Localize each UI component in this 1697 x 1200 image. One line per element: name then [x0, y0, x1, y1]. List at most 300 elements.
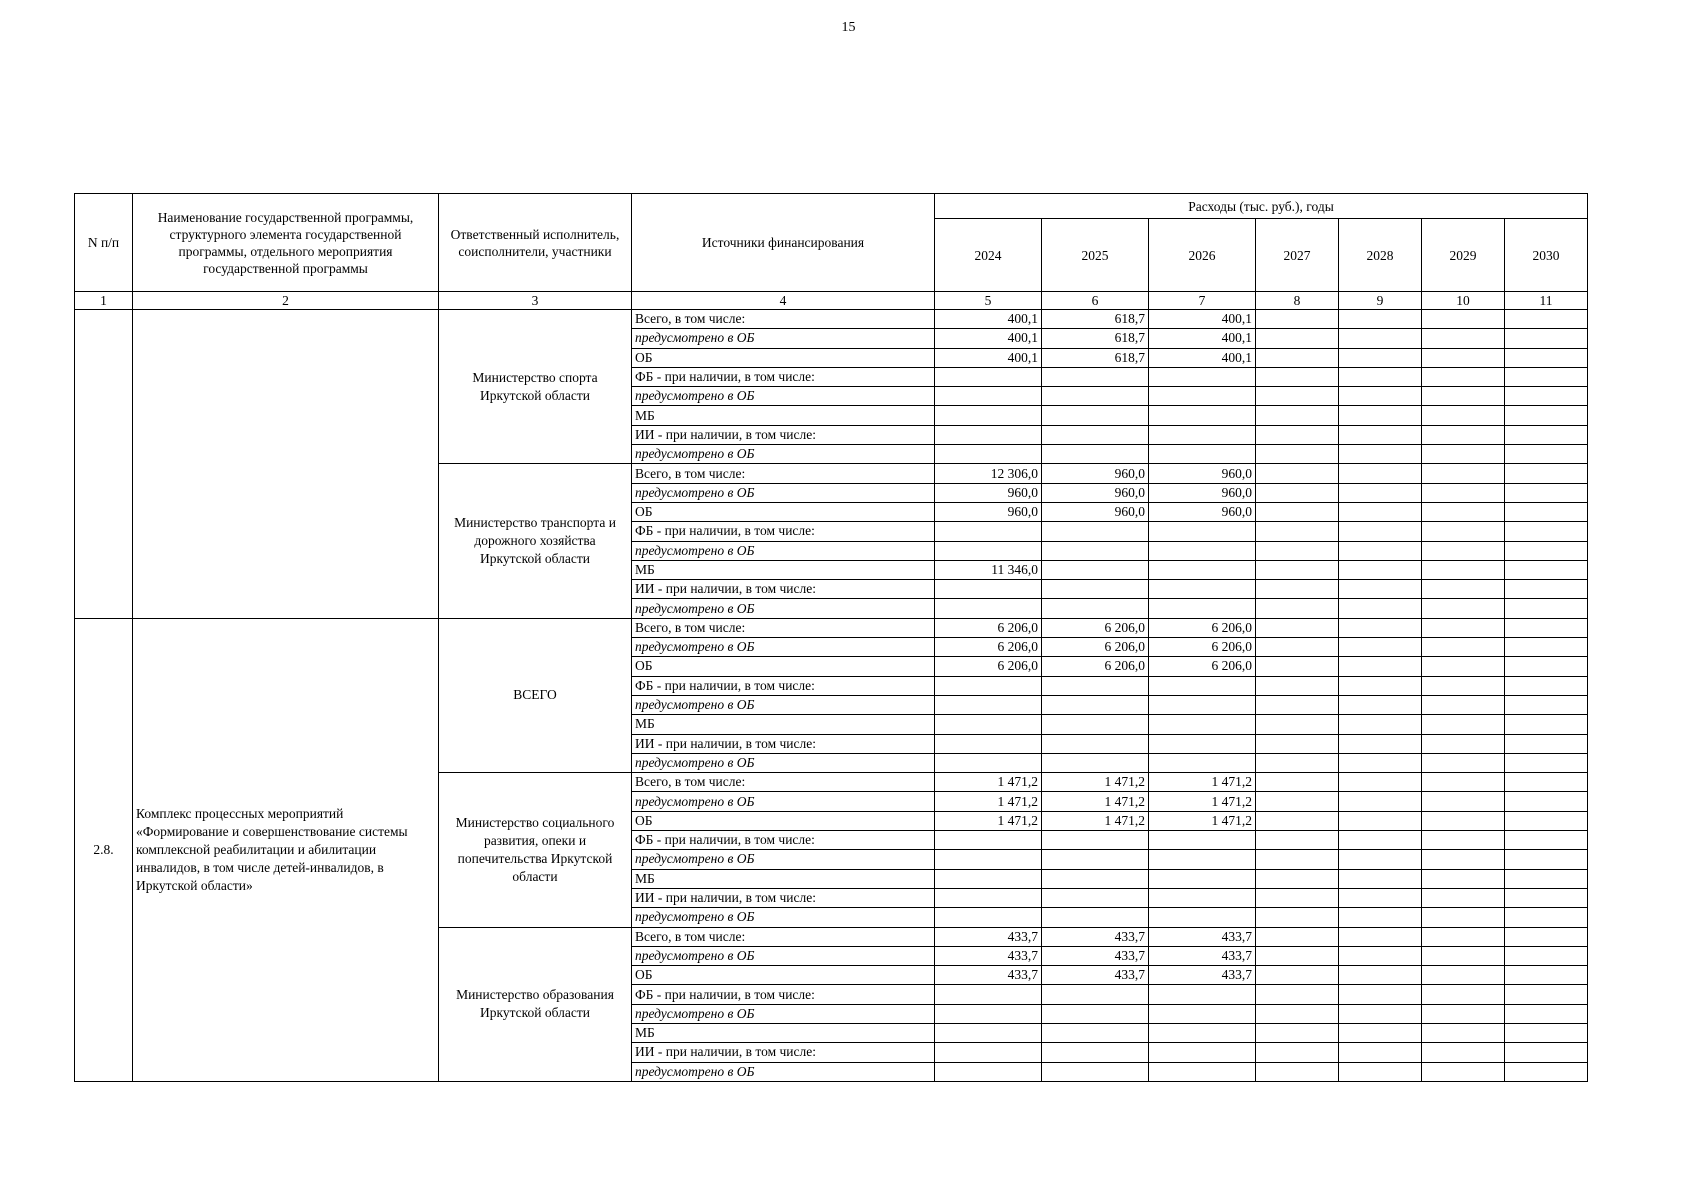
funding-source: предусмотрено в ОБ: [632, 695, 935, 714]
value-cell: [1339, 773, 1422, 792]
value-cell: [1505, 850, 1588, 869]
value-cell: 6 206,0: [1149, 638, 1256, 657]
value-cell: [1505, 695, 1588, 714]
value-cell: [1339, 387, 1422, 406]
value-cell: [1256, 348, 1339, 367]
value-cell: [1339, 1062, 1422, 1081]
value-cell: [1422, 908, 1505, 927]
column-number: 2: [133, 292, 439, 310]
value-cell: [1339, 850, 1422, 869]
value-cell: 1 471,2: [1042, 792, 1149, 811]
value-cell: [1256, 329, 1339, 348]
value-cell: [1149, 1062, 1256, 1081]
value-cell: 6 206,0: [935, 618, 1042, 637]
value-cell: [935, 753, 1042, 772]
value-cell: [1256, 599, 1339, 618]
value-cell: [1042, 522, 1149, 541]
value-cell: [1505, 406, 1588, 425]
header-n: N п/п: [75, 194, 133, 292]
funding-source: ИИ - при наличии, в том числе:: [632, 1043, 935, 1062]
value-cell: [1339, 1043, 1422, 1062]
value-cell: [1422, 792, 1505, 811]
value-cell: [1505, 483, 1588, 502]
value-cell: [1042, 445, 1149, 464]
value-cell: [1256, 927, 1339, 946]
header-year: 2026: [1149, 219, 1256, 292]
value-cell: [1422, 367, 1505, 386]
column-number: 4: [632, 292, 935, 310]
column-number: 6: [1042, 292, 1149, 310]
value-cell: 433,7: [1149, 946, 1256, 965]
value-cell: [1422, 445, 1505, 464]
value-cell: [1339, 888, 1422, 907]
value-cell: [1256, 541, 1339, 560]
header-expenses: Расходы (тыс. руб.), годы: [935, 194, 1588, 219]
funding-source: предусмотрено в ОБ: [632, 1062, 935, 1081]
value-cell: [1505, 657, 1588, 676]
budget-table: [74, 193, 1588, 1082]
value-cell: [1149, 1023, 1256, 1042]
funding-source: предусмотрено в ОБ: [632, 1004, 935, 1023]
value-cell: [935, 869, 1042, 888]
value-cell: [1505, 869, 1588, 888]
value-cell: [935, 445, 1042, 464]
value-cell: 618,7: [1042, 329, 1149, 348]
value-cell: [1256, 387, 1339, 406]
value-cell: [1505, 811, 1588, 830]
value-cell: [1339, 715, 1422, 734]
funding-source: предусмотрено в ОБ: [632, 541, 935, 560]
value-cell: [1339, 406, 1422, 425]
value-cell: [1149, 387, 1256, 406]
value-cell: [1422, 580, 1505, 599]
value-cell: [1339, 464, 1422, 483]
header-source: Источники финансирования: [632, 194, 935, 292]
value-cell: [1149, 580, 1256, 599]
value-cell: 6 206,0: [1042, 657, 1149, 676]
value-cell: [1339, 560, 1422, 579]
value-cell: [1422, 425, 1505, 444]
value-cell: [1042, 406, 1149, 425]
value-cell: [1422, 888, 1505, 907]
value-cell: [1505, 425, 1588, 444]
value-cell: [1422, 387, 1505, 406]
value-cell: 1 471,2: [1149, 811, 1256, 830]
value-cell: [1256, 580, 1339, 599]
value-cell: [1256, 869, 1339, 888]
value-cell: [1339, 425, 1422, 444]
header-name: Наименование государственной программы, структурного элемента государственной программы, отдельного мероприятия государственной программы: [133, 194, 439, 292]
value-cell: [1339, 869, 1422, 888]
value-cell: [1505, 560, 1588, 579]
value-cell: [1505, 502, 1588, 521]
value-cell: [1422, 734, 1505, 753]
value-cell: [1505, 715, 1588, 734]
value-cell: [1505, 966, 1588, 985]
value-cell: 960,0: [1149, 464, 1256, 483]
item-number-empty: [75, 310, 133, 619]
value-cell: [1505, 1004, 1588, 1023]
value-cell: [1042, 1023, 1149, 1042]
value-cell: [1339, 329, 1422, 348]
value-cell: [1422, 406, 1505, 425]
value-cell: [1505, 1023, 1588, 1042]
funding-source: МБ: [632, 560, 935, 579]
value-cell: [1339, 638, 1422, 657]
value-cell: [1339, 657, 1422, 676]
funding-source: предусмотрено в ОБ: [632, 946, 935, 965]
value-cell: [1505, 927, 1588, 946]
value-cell: [935, 888, 1042, 907]
value-cell: [1149, 1004, 1256, 1023]
value-cell: [1042, 734, 1149, 753]
funding-source: предусмотрено в ОБ: [632, 387, 935, 406]
value-cell: [1422, 560, 1505, 579]
funding-source: ОБ: [632, 502, 935, 521]
value-cell: 1 471,2: [935, 792, 1042, 811]
value-cell: 1 471,2: [1149, 773, 1256, 792]
value-cell: [1505, 599, 1588, 618]
value-cell: [935, 541, 1042, 560]
value-cell: [1422, 483, 1505, 502]
value-cell: [1505, 1062, 1588, 1081]
value-cell: [1422, 676, 1505, 695]
value-cell: [935, 425, 1042, 444]
page-number: 15: [841, 20, 856, 35]
value-cell: [1149, 599, 1256, 618]
table-body: [75, 310, 1588, 1082]
value-cell: [935, 367, 1042, 386]
value-cell: [1339, 676, 1422, 695]
value-cell: 11 346,0: [935, 560, 1042, 579]
value-cell: [1339, 792, 1422, 811]
value-cell: [1505, 310, 1588, 329]
item-name-empty: [133, 310, 439, 619]
value-cell: [1149, 425, 1256, 444]
column-number: 3: [439, 292, 632, 310]
value-cell: [1422, 464, 1505, 483]
value-cell: 1 471,2: [1042, 811, 1149, 830]
value-cell: 960,0: [1042, 464, 1149, 483]
value-cell: [1339, 367, 1422, 386]
value-cell: [1256, 1004, 1339, 1023]
column-number: 10: [1422, 292, 1505, 310]
funding-source: предусмотрено в ОБ: [632, 850, 935, 869]
value-cell: [1505, 734, 1588, 753]
value-cell: [1042, 1062, 1149, 1081]
value-cell: [1339, 985, 1422, 1004]
header-year: 2025: [1042, 219, 1149, 292]
funding-source: ИИ - при наличии, в том числе:: [632, 425, 935, 444]
value-cell: [935, 387, 1042, 406]
value-cell: [1042, 715, 1149, 734]
value-cell: [1422, 541, 1505, 560]
value-cell: [1422, 599, 1505, 618]
funding-source: МБ: [632, 715, 935, 734]
executor-cell: Министерство образования Иркутской области: [439, 927, 632, 1081]
value-cell: [1422, 966, 1505, 985]
value-cell: [1256, 676, 1339, 695]
value-cell: [1422, 753, 1505, 772]
value-cell: [1505, 580, 1588, 599]
funding-source: Всего, в том числе:: [632, 773, 935, 792]
value-cell: 960,0: [1149, 483, 1256, 502]
header-executor: Ответственный исполнитель, соисполнители, участники: [439, 194, 632, 292]
value-cell: [935, 1004, 1042, 1023]
funding-source: Всего, в том числе:: [632, 618, 935, 637]
value-cell: 400,1: [1149, 310, 1256, 329]
value-cell: [1339, 522, 1422, 541]
value-cell: [1042, 908, 1149, 927]
funding-source: ИИ - при наличии, в том числе:: [632, 734, 935, 753]
funding-source: предусмотрено в ОБ: [632, 445, 935, 464]
value-cell: [1339, 445, 1422, 464]
value-cell: [1149, 695, 1256, 714]
value-cell: 433,7: [1042, 966, 1149, 985]
value-cell: [1042, 580, 1149, 599]
funding-source: предусмотрено в ОБ: [632, 792, 935, 811]
funding-source: предусмотрено в ОБ: [632, 483, 935, 502]
value-cell: [935, 580, 1042, 599]
value-cell: [1256, 888, 1339, 907]
value-cell: [935, 908, 1042, 927]
value-cell: [935, 522, 1042, 541]
value-cell: 400,1: [935, 310, 1042, 329]
value-cell: [1422, 618, 1505, 637]
value-cell: [1256, 1062, 1339, 1081]
value-cell: 433,7: [1042, 946, 1149, 965]
value-cell: [1339, 966, 1422, 985]
value-cell: [1505, 329, 1588, 348]
value-cell: [1149, 715, 1256, 734]
value-cell: 6 206,0: [935, 638, 1042, 657]
value-cell: [1422, 329, 1505, 348]
value-cell: [935, 1043, 1042, 1062]
value-cell: [1256, 811, 1339, 830]
value-cell: [1339, 348, 1422, 367]
value-cell: [935, 406, 1042, 425]
value-cell: [935, 985, 1042, 1004]
value-cell: 433,7: [935, 946, 1042, 965]
funding-source: ФБ - при наличии, в том числе:: [632, 831, 935, 850]
value-cell: [1505, 792, 1588, 811]
value-cell: [1422, 773, 1505, 792]
value-cell: [1149, 831, 1256, 850]
value-cell: [1422, 831, 1505, 850]
funding-source: ФБ - при наличии, в том числе:: [632, 985, 935, 1004]
value-cell: [1256, 773, 1339, 792]
value-cell: 1 471,2: [935, 773, 1042, 792]
value-cell: 433,7: [1149, 966, 1256, 985]
value-cell: [1256, 406, 1339, 425]
funding-source: МБ: [632, 869, 935, 888]
value-cell: [1505, 676, 1588, 695]
value-cell: 960,0: [935, 483, 1042, 502]
value-cell: 400,1: [1149, 329, 1256, 348]
value-cell: [935, 734, 1042, 753]
column-number: 5: [935, 292, 1042, 310]
value-cell: [1339, 927, 1422, 946]
value-cell: [1256, 734, 1339, 753]
value-cell: [1422, 310, 1505, 329]
value-cell: [1505, 831, 1588, 850]
value-cell: [1256, 502, 1339, 521]
value-cell: 618,7: [1042, 310, 1149, 329]
value-cell: [1505, 985, 1588, 1004]
value-cell: [1256, 425, 1339, 444]
value-cell: [1339, 1004, 1422, 1023]
value-cell: [1042, 888, 1149, 907]
executor-cell: ВСЕГО: [439, 618, 632, 772]
value-cell: [1422, 946, 1505, 965]
table-row: [75, 310, 1588, 329]
value-cell: [1339, 811, 1422, 830]
value-cell: [1042, 753, 1149, 772]
funding-source: Всего, в том числе:: [632, 464, 935, 483]
header-year: 2028: [1339, 219, 1422, 292]
value-cell: [1149, 985, 1256, 1004]
funding-source: предусмотрено в ОБ: [632, 908, 935, 927]
value-cell: [1256, 638, 1339, 657]
column-number-row: [75, 292, 1588, 310]
value-cell: 6 206,0: [1149, 657, 1256, 676]
value-cell: [1422, 1043, 1505, 1062]
value-cell: [1256, 946, 1339, 965]
value-cell: [1505, 367, 1588, 386]
value-cell: 433,7: [935, 927, 1042, 946]
value-cell: [1422, 657, 1505, 676]
value-cell: [1256, 310, 1339, 329]
funding-source: МБ: [632, 406, 935, 425]
value-cell: [935, 676, 1042, 695]
value-cell: [1042, 869, 1149, 888]
value-cell: 960,0: [1149, 502, 1256, 521]
value-cell: [1339, 618, 1422, 637]
funding-source: ФБ - при наличии, в том числе:: [632, 367, 935, 386]
value-cell: [1149, 850, 1256, 869]
value-cell: [1339, 483, 1422, 502]
value-cell: [1505, 1043, 1588, 1062]
header-year: 2029: [1422, 219, 1505, 292]
value-cell: [1256, 966, 1339, 985]
value-cell: [935, 831, 1042, 850]
funding-source: Всего, в том числе:: [632, 310, 935, 329]
funding-source: предусмотрено в ОБ: [632, 638, 935, 657]
header-year: 2027: [1256, 219, 1339, 292]
value-cell: [1256, 792, 1339, 811]
value-cell: [1256, 753, 1339, 772]
value-cell: 400,1: [1149, 348, 1256, 367]
value-cell: [1339, 695, 1422, 714]
value-cell: 6 206,0: [1149, 618, 1256, 637]
value-cell: 400,1: [935, 348, 1042, 367]
value-cell: [935, 715, 1042, 734]
value-cell: [1422, 522, 1505, 541]
value-cell: [1149, 560, 1256, 579]
value-cell: [1149, 676, 1256, 695]
funding-source: ОБ: [632, 657, 935, 676]
value-cell: [1042, 850, 1149, 869]
value-cell: [1042, 676, 1149, 695]
item-number: 2.8.: [75, 618, 133, 1081]
value-cell: [1505, 946, 1588, 965]
value-cell: [935, 1023, 1042, 1042]
value-cell: [1256, 1023, 1339, 1042]
value-cell: 433,7: [1149, 927, 1256, 946]
value-cell: [1339, 908, 1422, 927]
funding-source: ОБ: [632, 811, 935, 830]
value-cell: [1256, 985, 1339, 1004]
funding-source: ФБ - при наличии, в том числе:: [632, 676, 935, 695]
value-cell: [1149, 541, 1256, 560]
value-cell: [1422, 348, 1505, 367]
value-cell: [1042, 367, 1149, 386]
value-cell: 1 471,2: [1149, 792, 1256, 811]
value-cell: [1256, 831, 1339, 850]
executor-cell: Министерство транспорта и дорожного хозяйства Иркутской области: [439, 464, 632, 618]
value-cell: [1422, 869, 1505, 888]
value-cell: [1505, 348, 1588, 367]
value-cell: [1339, 599, 1422, 618]
value-cell: [1256, 695, 1339, 714]
value-cell: 960,0: [1042, 502, 1149, 521]
value-cell: [1256, 483, 1339, 502]
value-cell: [1042, 560, 1149, 579]
value-cell: [1505, 541, 1588, 560]
value-cell: [1256, 560, 1339, 579]
value-cell: [1256, 464, 1339, 483]
value-cell: [1149, 888, 1256, 907]
value-cell: [1149, 445, 1256, 464]
value-cell: [1339, 310, 1422, 329]
value-cell: [1256, 657, 1339, 676]
value-cell: [1505, 908, 1588, 927]
value-cell: 433,7: [1042, 927, 1149, 946]
value-cell: 6 206,0: [1042, 618, 1149, 637]
value-cell: [1042, 387, 1149, 406]
value-cell: [1256, 908, 1339, 927]
value-cell: 433,7: [935, 966, 1042, 985]
value-cell: [1505, 618, 1588, 637]
value-cell: [1042, 425, 1149, 444]
value-cell: [1149, 406, 1256, 425]
value-cell: [1042, 695, 1149, 714]
value-cell: [1149, 734, 1256, 753]
value-cell: [1149, 869, 1256, 888]
value-cell: [1422, 715, 1505, 734]
value-cell: [1149, 1043, 1256, 1062]
value-cell: [1505, 464, 1588, 483]
value-cell: [1505, 522, 1588, 541]
value-cell: [935, 1062, 1042, 1081]
table-row: [75, 618, 1588, 637]
value-cell: [1339, 502, 1422, 521]
value-cell: 6 206,0: [935, 657, 1042, 676]
value-cell: [1505, 387, 1588, 406]
value-cell: [1149, 522, 1256, 541]
value-cell: [1339, 580, 1422, 599]
value-cell: [1422, 1062, 1505, 1081]
column-number: 9: [1339, 292, 1422, 310]
value-cell: [1422, 1004, 1505, 1023]
value-cell: [1422, 927, 1505, 946]
value-cell: [1339, 541, 1422, 560]
value-cell: [1422, 695, 1505, 714]
value-cell: [935, 599, 1042, 618]
funding-source: МБ: [632, 1023, 935, 1042]
value-cell: [1256, 715, 1339, 734]
header-year: 2024: [935, 219, 1042, 292]
